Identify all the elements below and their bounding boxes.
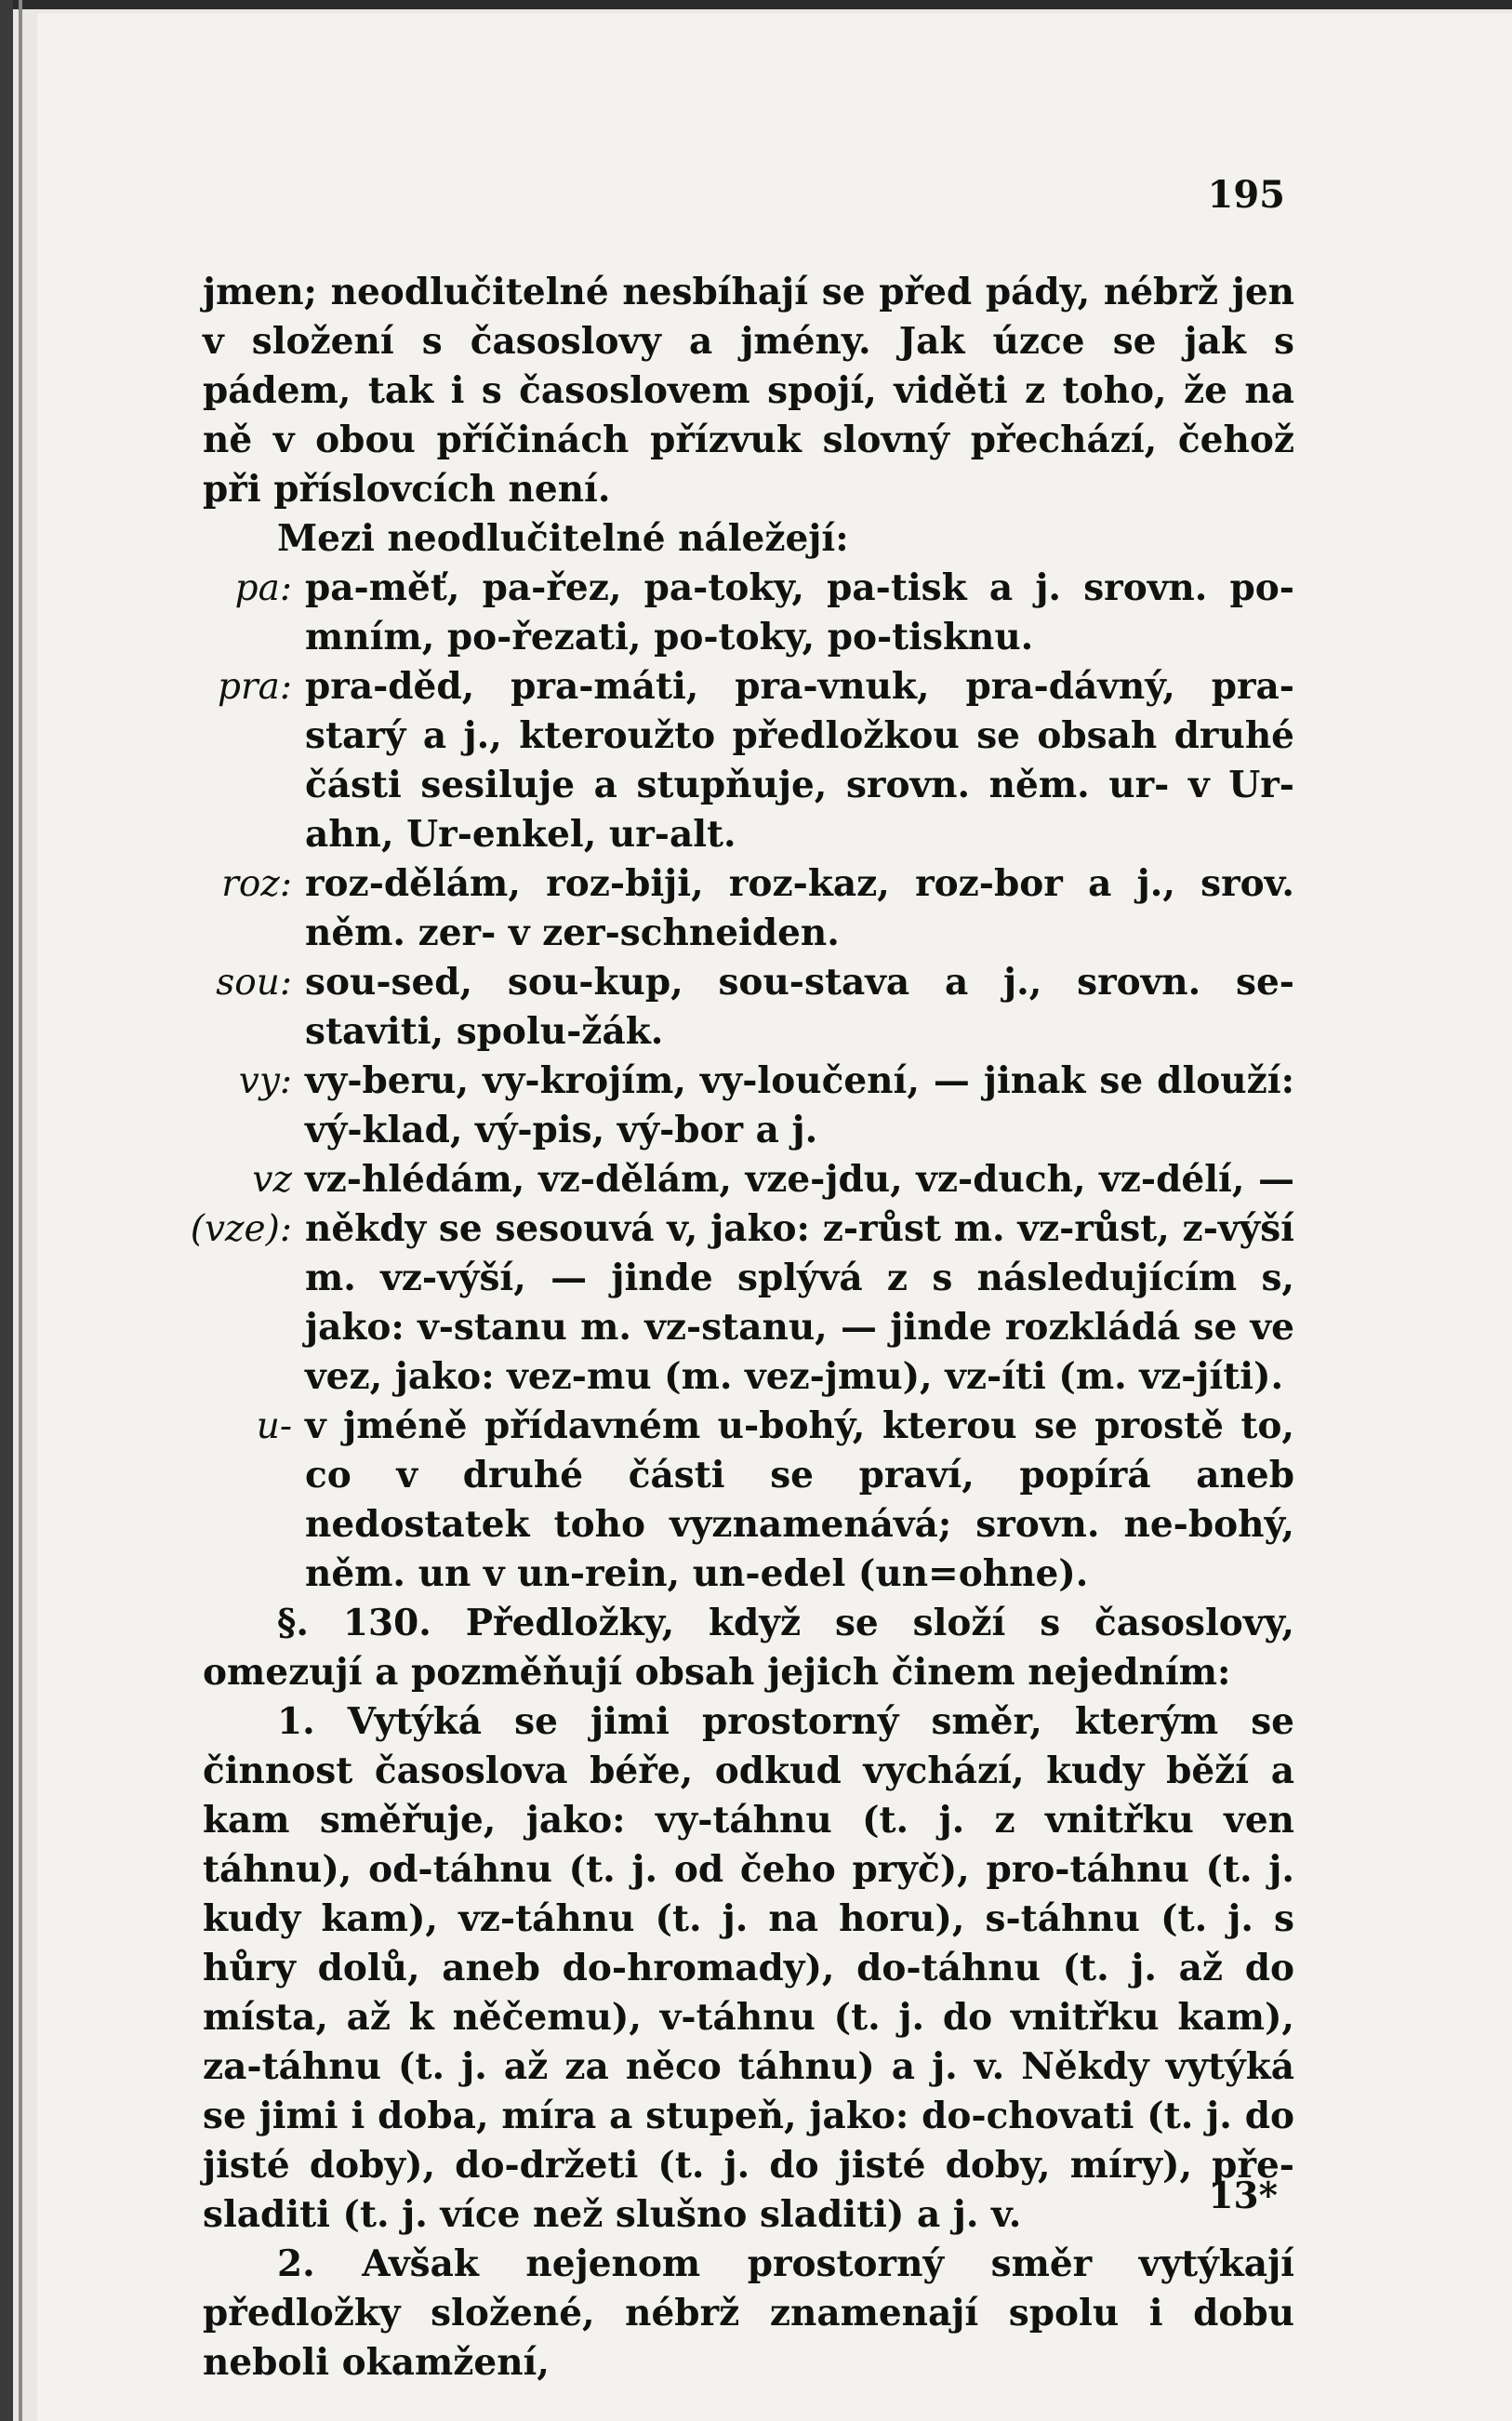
entry-text: vy-beru, vy-krojím, vy-loučení, — jinak se dlouží: vý-klad, vý-pis, vý-bor a j. xyxy=(305,1059,1294,1151)
prefix-entry-vz xyxy=(175,1155,1294,1402)
entry-prefix: u- xyxy=(256,1405,292,1447)
entry-text: pa-měť, pa-řez, pa-toky, pa-tisk a j. srovn. po-mním, po-řezati, po-toky, po-tisknu. xyxy=(305,566,1294,658)
entry-prefix: pa: xyxy=(234,567,292,609)
signature-mark: 13* xyxy=(1208,2175,1278,2217)
entry-prefix: vy: xyxy=(238,1060,292,1102)
prefix-entry-sou xyxy=(203,958,1294,1057)
entry-prefix: pra: xyxy=(218,666,292,708)
page-text xyxy=(190,268,1294,2388)
prefix-entry-pa xyxy=(203,564,1294,662)
scan-left-edge xyxy=(0,0,13,2421)
scan-left-edge-line xyxy=(19,0,22,2421)
point-2-paragraph: 2. Avšak nejenom prostorný směr vytýkají předložky složené, nébrž znamenají spolu i dobu neboli okamžení, xyxy=(203,2242,1294,2384)
prefix-entry-roz xyxy=(203,859,1294,958)
entry-prefix: vz (vze): xyxy=(190,1159,292,1250)
prefix-entry-u xyxy=(203,1402,1294,1599)
prefix-entry-vy xyxy=(203,1057,1294,1155)
entry-text: vz-hlédám, vz-dělám, vze-jdu, vz-duch, vz-délí, — někdy se sesouvá v, jako: z-růst m. vz-růst, z-výší m. vz-výší, — jinde splývá z s následujícím s, jako: v-stanu m. vz-stanu, — jinde rozkládá se ve vez, jako: vez-mu (m. vez-jmu), vz-íti (m. vz-jíti). xyxy=(305,1158,1294,1398)
intro-paragraph: jmen; neodlučitelné nesbíhají se před pády, nébrž jen v složení s časoslovy a jmény. Jak úzce se jak s pádem, tak i s časoslovem spojí, viděti z toho, že na ně v obou příčinách přízvuk slovný přechází, čehož při příslovcích není. xyxy=(203,271,1294,511)
scan-top-edge xyxy=(0,0,1512,9)
entry-prefix: sou: xyxy=(216,962,292,1004)
entry-text: sou-sed, sou-kup, sou-stava a j., srovn. se-staviti, spolu-žák. xyxy=(305,961,1294,1053)
page-number: 195 xyxy=(1207,173,1285,217)
entry-text: roz-dělám, roz-biji, roz-kaz, roz-bor a j., srov. něm. zer- v zer-schneiden. xyxy=(305,862,1294,954)
intro-heading: Mezi neodlučitelné náležejí: xyxy=(277,517,849,560)
entry-prefix: roz: xyxy=(221,863,292,905)
point-1-paragraph: 1. Vytýká se jimi prostorný směr, kterým se činnost časoslova béře, odkud vychází, kudy běží a kam směřuje, jako: vy-táhnu (t. j. z vnitřku ven táhnu), od-táhnu (t. j. od čeho pryč), pro-táhnu (t. j. kudy kam), vz-táhnu (t. j. na horu), s-táhnu (t. j. s hůry dolů, aneb do-hromady), do-táhnu (t. j. až do místa, až k něčemu), v-táhnu (t. j. do vnitřku kam), za-táhnu (t. j. až za něco táhnu) a j. v. Někdy vytýká se jimi i doba, míra a stupeň, jako: do-chovati (t. j. do jisté doby), do-držeti (t. j. do jisté doby, míry), pře-sladiti (t. j. více než slušno sladiti) a j. v. xyxy=(203,1700,1294,2236)
section-paragraph: §. 130. Předložky, když se složí s časoslovy, omezují a pozměňují obsah jejich činem nejedním: xyxy=(203,1602,1294,1694)
prefix-entry-pra xyxy=(203,662,1294,859)
entry-text: pra-děd, pra-máti, pra-vnuk, pra-dávný, pra-starý a j., kteroužto předložkou se obsah druhé části sesiluje a stupňuje, srovn. něm. ur- v Ur-ahn, Ur-enkel, ur-alt. xyxy=(305,665,1294,856)
entry-text: v jméně přídavném u-bohý, kterou se prostě to, co v druhé části se praví, popírá aneb nedostatek toho vyznamenává; srovn. ne-bohý, něm. un v un-rein, un-edel (un=ohne). xyxy=(305,1404,1294,1595)
